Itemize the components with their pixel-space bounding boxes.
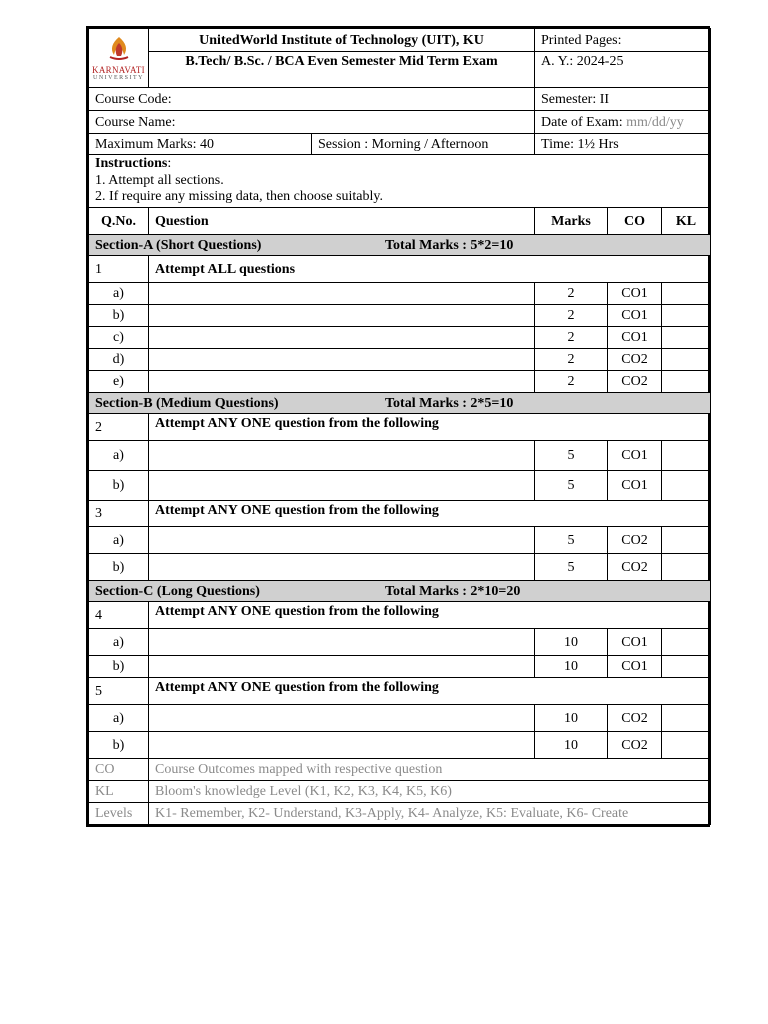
academic-year: A. Y.: 2024-25 xyxy=(535,52,711,88)
instruction-2: 2. If require any missing data, then choose suitably. xyxy=(95,189,383,204)
legend-row-co xyxy=(89,759,711,781)
question-text: Attempt ANY ONE question from the following xyxy=(149,678,711,705)
sub-text xyxy=(149,349,535,371)
sub-text xyxy=(149,527,535,554)
sub-co: CO1 xyxy=(608,305,662,327)
legend-row-levels xyxy=(89,803,711,825)
sub-text xyxy=(149,305,535,327)
sub-co: CO2 xyxy=(608,527,662,554)
legend-row-kl xyxy=(89,781,711,803)
question-row xyxy=(89,678,711,705)
sub-co: CO2 xyxy=(608,732,662,759)
exam-title: B.Tech/ B.Sc. / BCA Even Semester Mid Term Exam xyxy=(149,52,535,88)
question-number: 4 xyxy=(89,602,149,629)
sub-text xyxy=(149,732,535,759)
question-row xyxy=(89,501,711,527)
sub-marks: 10 xyxy=(535,732,608,759)
sub-kl xyxy=(662,471,711,501)
col-kl: KL xyxy=(662,208,711,235)
legend-key: CO xyxy=(89,759,149,781)
question-text: Attempt ANY ONE question from the following xyxy=(149,501,711,527)
sub-question-row xyxy=(89,305,711,327)
date-of-exam xyxy=(535,111,711,134)
sub-text xyxy=(149,656,535,678)
sub-text xyxy=(149,283,535,305)
sub-kl xyxy=(662,656,711,678)
maximum-marks: Maximum Marks: 40 xyxy=(89,134,312,155)
sub-marks: 2 xyxy=(535,305,608,327)
section-b-header xyxy=(89,393,711,414)
sub-text xyxy=(149,554,535,581)
sub-question-row xyxy=(89,371,711,393)
sub-label: b) xyxy=(89,554,149,581)
column-header-row xyxy=(89,208,711,235)
sub-question-row xyxy=(89,441,711,471)
section-c-title: Section-C (Long Questions) xyxy=(95,583,260,599)
exam-paper xyxy=(86,26,710,827)
question-row xyxy=(89,414,711,441)
question-text: Attempt ANY ONE question from the following xyxy=(149,602,711,629)
sub-co: CO1 xyxy=(608,441,662,471)
question-text: Attempt ALL questions xyxy=(149,256,711,283)
sub-kl xyxy=(662,371,711,393)
sub-question-row xyxy=(89,283,711,305)
question-row xyxy=(89,256,711,283)
sub-kl xyxy=(662,349,711,371)
sub-marks: 5 xyxy=(535,471,608,501)
sub-label: a) xyxy=(89,527,149,554)
sub-marks: 5 xyxy=(535,441,608,471)
sub-question-row xyxy=(89,327,711,349)
sub-kl xyxy=(662,441,711,471)
sub-co: CO1 xyxy=(608,656,662,678)
sub-question-row xyxy=(89,349,711,371)
sub-co: CO2 xyxy=(608,371,662,393)
question-text: Attempt ANY ONE question from the following xyxy=(149,414,711,441)
col-co: CO xyxy=(608,208,662,235)
question-number: 5 xyxy=(89,678,149,705)
sub-co: CO1 xyxy=(608,283,662,305)
date-placeholder: mm/dd/yy xyxy=(626,114,684,130)
section-a-total: Total Marks : 5*2=10 xyxy=(385,237,514,253)
sub-marks: 5 xyxy=(535,527,608,554)
question-number: 3 xyxy=(89,501,149,527)
sub-marks: 2 xyxy=(535,283,608,305)
sub-question-row xyxy=(89,705,711,732)
sub-marks: 2 xyxy=(535,327,608,349)
sub-kl xyxy=(662,629,711,656)
legend-value: K1- Remember, K2- Understand, K3-Apply, K4- Analyze, K5: Evaluate, K6- Create xyxy=(149,803,711,825)
instruction-1: 1. Attempt all sections. xyxy=(95,172,224,188)
university-logo xyxy=(89,29,149,88)
sub-text xyxy=(149,371,535,393)
sub-label: e) xyxy=(89,371,149,393)
sub-co: CO2 xyxy=(608,554,662,581)
sub-kl xyxy=(662,732,711,759)
sub-label: c) xyxy=(89,327,149,349)
instructions-title: Instructions xyxy=(95,156,168,171)
logo-name: KARNAVATI xyxy=(92,64,145,75)
section-c-header xyxy=(89,581,711,602)
sub-kl xyxy=(662,305,711,327)
sub-kl xyxy=(662,327,711,349)
sub-co: CO1 xyxy=(608,327,662,349)
sub-kl xyxy=(662,705,711,732)
legend-key: KL xyxy=(89,781,149,803)
sub-question-row xyxy=(89,554,711,581)
sub-marks: 2 xyxy=(535,371,608,393)
sub-marks: 10 xyxy=(535,656,608,678)
question-number: 1 xyxy=(89,256,149,283)
section-b-total: Total Marks : 2*5=10 xyxy=(385,395,514,411)
sub-label: a) xyxy=(89,705,149,732)
sub-marks: 2 xyxy=(535,349,608,371)
sub-co: CO2 xyxy=(608,705,662,732)
col-qno: Q.No. xyxy=(89,208,149,235)
sub-marks: 5 xyxy=(535,554,608,581)
flame-logo-icon xyxy=(104,35,134,61)
course-name: Course Name: xyxy=(89,111,535,134)
legend-value: Bloom's knowledge Level (K1, K2, K3, K4, K5, K6) xyxy=(149,781,711,803)
sub-text xyxy=(149,471,535,501)
col-question: Question xyxy=(149,208,535,235)
sub-marks: 10 xyxy=(535,629,608,656)
sub-text xyxy=(149,441,535,471)
question-row xyxy=(89,602,711,629)
date-label: Date of Exam: xyxy=(541,114,627,130)
sub-text xyxy=(149,327,535,349)
legend-key: Levels xyxy=(89,803,149,825)
institute-name: UnitedWorld Institute of Technology (UIT), KU xyxy=(149,29,535,52)
sub-co: CO2 xyxy=(608,349,662,371)
col-marks: Marks xyxy=(535,208,608,235)
sub-question-row xyxy=(89,471,711,501)
sub-label: a) xyxy=(89,441,149,471)
semester: Semester: II xyxy=(535,88,711,111)
sub-question-row xyxy=(89,732,711,759)
sub-question-row xyxy=(89,629,711,656)
sub-kl xyxy=(662,283,711,305)
instructions xyxy=(89,155,711,208)
legend-value: Course Outcomes mapped with respective question xyxy=(149,759,711,781)
sub-co: CO1 xyxy=(608,629,662,656)
sub-label: d) xyxy=(89,349,149,371)
sub-label: b) xyxy=(89,656,149,678)
printed-pages: Printed Pages: xyxy=(535,29,711,52)
question-number: 2 xyxy=(89,414,149,441)
sub-question-row xyxy=(89,527,711,554)
sub-marks: 10 xyxy=(535,705,608,732)
sub-question-row xyxy=(89,656,711,678)
section-a-header xyxy=(89,235,711,256)
sub-label: b) xyxy=(89,471,149,501)
logo-subtitle: UNIVERSITY xyxy=(93,74,144,81)
section-b-title: Section-B (Medium Questions) xyxy=(95,395,279,411)
section-c-total: Total Marks : 2*10=20 xyxy=(385,583,521,599)
sub-text xyxy=(149,705,535,732)
sub-co: CO1 xyxy=(608,471,662,501)
sub-label: b) xyxy=(89,305,149,327)
section-a-title: Section-A (Short Questions) xyxy=(95,237,262,253)
course-code: Course Code: xyxy=(89,88,535,111)
sub-kl xyxy=(662,554,711,581)
exam-time: Time: 1½ Hrs xyxy=(535,134,711,155)
sub-kl xyxy=(662,527,711,554)
session: Session : Morning / Afternoon xyxy=(312,134,535,155)
instructions-colon: : xyxy=(167,156,172,171)
sub-label: a) xyxy=(89,283,149,305)
sub-label: a) xyxy=(89,629,149,656)
exam-table xyxy=(88,28,711,825)
sub-label: b) xyxy=(89,732,149,759)
sub-text xyxy=(149,629,535,656)
